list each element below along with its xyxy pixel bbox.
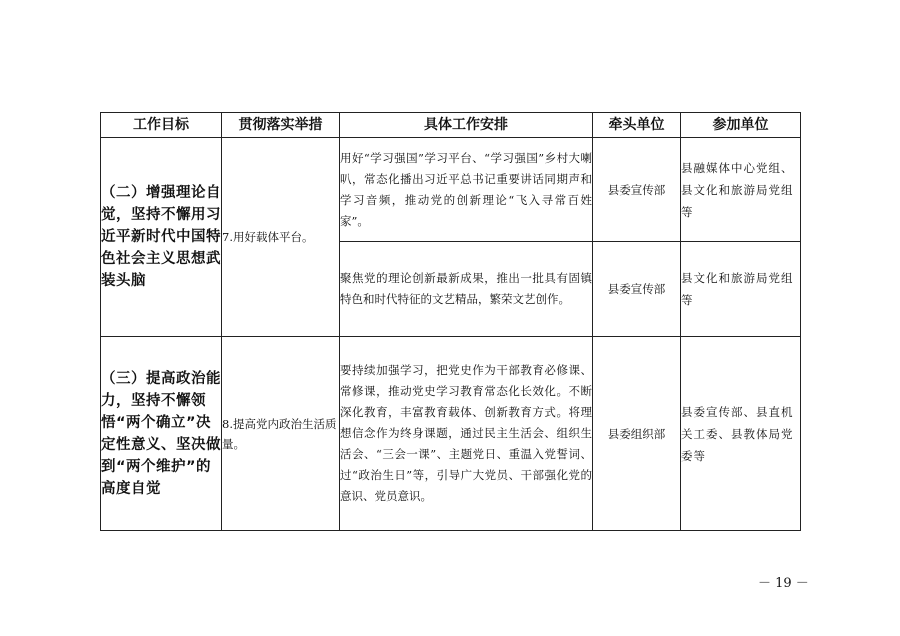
table-row <box>101 337 801 531</box>
header-goal: 工作目标 <box>101 113 222 138</box>
lead-unit-cell: 县委组织部 <box>593 337 681 531</box>
arrangement-cell: 要持续加强学习，把党史作为干部教育必修课、常修课，推动党史学习教育常态化长效化。不断深化教育，丰富教育载体、创新教育方式。将理想信念作为终身课题，通过民主生活会、组织生活会、“三会一课”、主题党日、重温入党誓词、过“政治生日”等，引导广大党员、干部强化党的意识、党员意识。 <box>340 337 593 531</box>
goal-cell: （三）提高政治能力，坚持不懈领悟“两个确立”决定性意义、坚决做到“两个维护”的高度自觉 <box>101 337 222 531</box>
arrangement-cell: 用好“学习强国”学习平台、“学习强国”乡村大喇叭，常态化播出习近平总书记重要讲话同期声和学习音频，推动党的创新理论“飞入寻常百姓家”。 <box>340 138 593 242</box>
header-measure: 贯彻落实举措 <box>222 113 340 138</box>
header-lead-unit: 牵头单位 <box>593 113 681 138</box>
header-arrangement: 具体工作安排 <box>340 113 593 138</box>
lead-unit-cell: 县委宣传部 <box>593 242 681 337</box>
participants-cell: 县融媒体中心党组、县文化和旅游局党组等 <box>681 138 801 242</box>
lead-unit-cell: 县委宣传部 <box>593 138 681 242</box>
participants-cell: 县委宣传部、县直机关工委、县教体局党委等 <box>681 337 801 531</box>
arrangement-cell: 聚焦党的理论创新最新成果，推出一批具有固镇特色和时代特征的文艺精品，繁荣文艺创作。 <box>340 242 593 337</box>
header-participating-units: 参加单位 <box>681 113 801 138</box>
work-arrangement-table <box>100 112 801 531</box>
measure-cell: 8.提高党内政治生活质量。 <box>222 337 340 531</box>
goal-cell: （二）增强理论自觉，坚持不懈用习近平新时代中国特色社会主义思想武装头脑 <box>101 138 222 337</box>
participants-cell: 县文化和旅游局党组等 <box>681 242 801 337</box>
page-number: － 19 － <box>758 576 809 591</box>
table-row <box>101 138 801 242</box>
table-header-row <box>101 113 801 138</box>
measure-cell: 7.用好载体平台。 <box>222 138 340 337</box>
